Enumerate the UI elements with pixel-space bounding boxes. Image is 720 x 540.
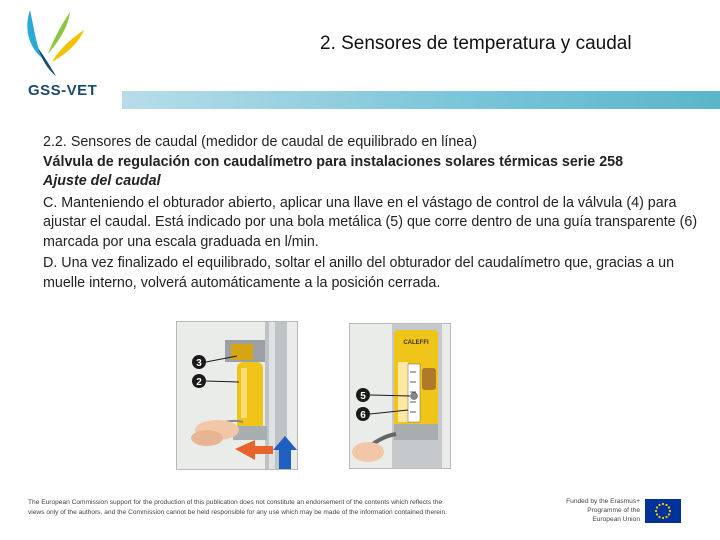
figure-flowmeter-scale [349,323,451,469]
main-content [43,133,703,293]
eu-disclaimer: The European Commission support for the production of this publication does not constitute an endorsement of the contents which reflects the views only of the authors, and the Commission cannot be held responsible for any use which may be made of the information contained therein. [28,499,447,516]
label-2: 2 [196,377,202,388]
valve-illustration-1 [177,322,297,469]
valve-illustration-2 [350,324,450,468]
funded-by-text: Funded by the Erasmus+ Programme of the European Union [566,498,640,523]
page-title: 2. Sensores de temperatura y caudal [320,33,632,54]
section-subheading: Ajuste del caudal [43,173,161,189]
eu-flag-icon [645,499,681,523]
figure-valve-adjust [176,321,298,470]
label-6: 6 [360,410,366,421]
header-bar [122,91,720,109]
section-subtitle: 2.2. Sensores de caudal (medidor de caudal de equilibrado en línea) [43,134,477,150]
paragraph-d: D. Una vez finalizado el equilibrado, soltar el anillo del obturador del caudalímetro que, gracias a un muelle interno, volverá automáticamente a la posición cerrada. [43,255,675,291]
brand-label: CALEFFI [403,340,429,346]
logo-text: GSS-VET [28,82,98,99]
label-5: 5 [360,391,366,402]
paragraph-c: C. Manteniendo el obturador abierto, aplicar una llave en el vástago de control de la válvula (4) para ajustar el caudal. Está indicado por una bola metálica (5) que corre dentro de una guía transparente (6) marcada por una escala graduada en l/min. [43,194,698,250]
label-3: 3 [196,358,202,369]
section-heading: Válvula de regulación con caudalímetro para instalaciones solares térmicas serie 258 [43,153,624,170]
